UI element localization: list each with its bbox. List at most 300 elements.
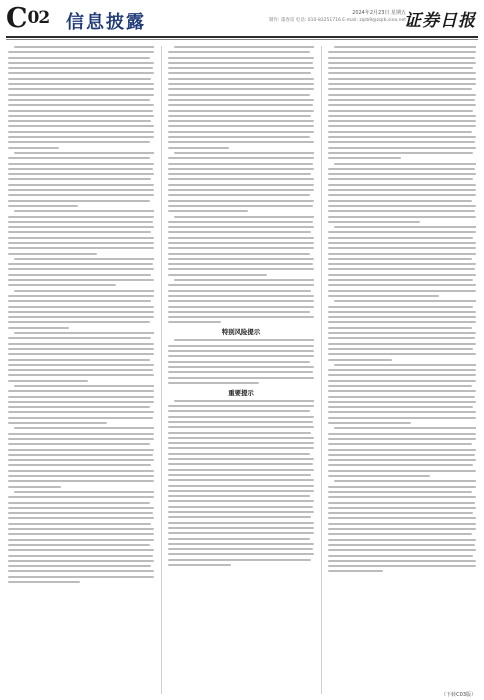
text-line: [168, 500, 314, 502]
text-line: [334, 364, 476, 366]
text-line: [8, 163, 154, 165]
text-line: [168, 300, 314, 302]
text-line: [168, 453, 310, 455]
text-line: [8, 253, 97, 255]
text-line: [168, 168, 314, 170]
text-line: [168, 62, 313, 64]
text-line: [8, 189, 154, 191]
text-line: [8, 390, 154, 392]
text-line: [168, 141, 314, 143]
text-line: [328, 422, 411, 424]
text-line: [168, 295, 314, 297]
text-line: [328, 131, 472, 133]
text-line: [328, 258, 472, 260]
text-line: [8, 104, 154, 106]
issue-date: 2024年2月23日 星期五: [352, 10, 406, 16]
text-line: [168, 495, 310, 497]
text-line: [168, 416, 314, 418]
text-line: [8, 327, 69, 329]
text-line: [168, 88, 314, 90]
text-line: [168, 426, 314, 428]
text-column-3: [328, 46, 476, 696]
text-line: [8, 200, 150, 202]
text-line: [168, 83, 314, 85]
text-line: [328, 449, 476, 451]
text-line: [168, 78, 314, 80]
text-line: [168, 284, 314, 286]
text-line: [328, 316, 476, 318]
text-line: [168, 194, 310, 196]
body-paragraph: [168, 279, 314, 323]
text-line: [174, 339, 314, 341]
text-line: [328, 390, 476, 392]
body-paragraph: [8, 152, 154, 207]
text-line: [168, 210, 248, 212]
text-line: [8, 178, 151, 180]
text-line: [334, 226, 476, 228]
section-heading: 特别风险提示: [221, 328, 261, 337]
text-line: [174, 216, 314, 218]
text-line: [168, 382, 259, 384]
text-line: [168, 311, 310, 313]
text-line: [8, 337, 151, 339]
text-line: [168, 99, 314, 101]
body-paragraph: [8, 491, 154, 583]
text-line: [168, 474, 311, 476]
text-line: [8, 316, 154, 318]
text-line: [8, 449, 154, 451]
text-line: [168, 548, 313, 550]
text-line: [8, 486, 61, 488]
text-line: [8, 380, 88, 382]
text-line: [8, 533, 154, 535]
text-line: [8, 147, 59, 149]
masthead: [0, 0, 484, 40]
text-line: [8, 168, 153, 170]
text-line: [328, 565, 476, 567]
text-line: [168, 564, 231, 566]
text-line: [168, 543, 314, 545]
text-line: [334, 427, 476, 429]
text-line: [328, 78, 476, 80]
text-line: [168, 366, 314, 368]
text-line: [328, 306, 473, 308]
text-line: [328, 464, 473, 466]
body-paragraph: [8, 290, 154, 329]
text-line: [8, 348, 154, 350]
text-line: [8, 364, 154, 366]
text-line: [168, 120, 314, 122]
text-line: [328, 549, 476, 551]
text-line: [8, 279, 154, 281]
text-line: [8, 401, 154, 403]
text-line: [168, 506, 313, 508]
text-column-1: [8, 46, 154, 696]
text-line: [168, 437, 314, 439]
column-divider: [161, 46, 162, 694]
text-line: [328, 104, 476, 106]
text-line: [8, 565, 151, 567]
text-line: [8, 300, 151, 302]
text-line: [168, 463, 313, 465]
text-line: [168, 410, 310, 412]
text-line: [168, 110, 314, 112]
text-line: [328, 157, 401, 159]
body-paragraph: [168, 216, 314, 276]
text-line: [328, 454, 475, 456]
text-line: [328, 136, 476, 138]
text-line: [8, 464, 151, 466]
text-line: [328, 247, 476, 249]
text-line: [328, 470, 476, 472]
text-line: [8, 274, 151, 276]
text-line: [328, 99, 475, 101]
text-line: [328, 369, 476, 371]
text-line: [168, 350, 314, 352]
body-paragraph: [328, 163, 476, 223]
text-line: [168, 189, 314, 191]
text-line: [328, 184, 476, 186]
text-line: [328, 570, 383, 572]
text-line: [8, 110, 153, 112]
text-line: [328, 348, 473, 350]
text-line: [8, 237, 154, 239]
text-line: [328, 284, 476, 286]
text-line: [8, 539, 154, 541]
editors-line: 制作: 董春雷 电话: 010-83251716 E-mail: zqrb9@zqrb.sina.net: [268, 18, 406, 23]
text-line: [8, 205, 78, 207]
section-title: 信息披露: [66, 12, 146, 33]
text-line: [8, 263, 153, 265]
text-line: [8, 560, 154, 562]
text-line: [168, 205, 313, 207]
text-line: [14, 152, 154, 154]
text-line: [168, 479, 314, 481]
text-line: [168, 131, 314, 133]
text-line: [8, 417, 153, 419]
body-paragraph: [168, 152, 314, 212]
text-line: [8, 507, 154, 509]
text-line: [168, 51, 310, 53]
text-line: [328, 83, 476, 85]
text-line: [328, 406, 473, 408]
text-line: [8, 57, 150, 59]
text-line: [168, 355, 314, 357]
text-line: [328, 173, 476, 175]
section-number: 02: [27, 8, 50, 28]
text-line: [168, 57, 314, 59]
text-line: [328, 189, 476, 191]
text-line: [328, 528, 476, 530]
text-line: [8, 438, 154, 440]
text-line: [334, 46, 476, 48]
text-line: [168, 242, 314, 244]
text-line: [328, 216, 476, 218]
text-line: [328, 332, 476, 334]
body-paragraph: [328, 46, 476, 159]
text-line: [174, 46, 314, 48]
text-line: [174, 400, 314, 402]
text-line: [168, 268, 314, 270]
body-paragraph: [168, 46, 314, 149]
text-line: [168, 147, 229, 149]
text-line: [328, 205, 476, 207]
text-line: [168, 125, 314, 127]
text-line: [168, 136, 310, 138]
text-line: [328, 321, 476, 323]
text-line: [328, 110, 473, 112]
column-divider: [321, 46, 322, 694]
text-line: [168, 290, 311, 292]
text-line: [328, 327, 472, 329]
text-line: [328, 443, 472, 445]
text-line: [328, 539, 476, 541]
text-line: [328, 417, 476, 419]
text-line: [328, 125, 476, 127]
text-line: [8, 221, 153, 223]
text-line: [328, 279, 473, 281]
text-line: [328, 51, 476, 53]
text-line: [328, 411, 476, 413]
text-line: [14, 210, 154, 212]
text-line: [328, 433, 476, 435]
text-line: [328, 502, 475, 504]
text-line: [8, 125, 154, 127]
text-line: [8, 173, 154, 175]
continued-note: （下转C03版）: [441, 692, 476, 698]
text-line: [8, 83, 154, 85]
text-line: [168, 553, 314, 555]
section-letter: C: [6, 3, 27, 34]
text-line: [328, 88, 472, 90]
text-line: [168, 371, 313, 373]
text-line: [168, 104, 313, 106]
text-line: [168, 274, 267, 276]
text-line: [8, 433, 154, 435]
text-line: [328, 168, 475, 170]
text-line: [328, 359, 392, 361]
body-paragraph: [168, 339, 314, 383]
body-paragraph: [328, 480, 476, 572]
text-line: [328, 401, 476, 403]
text-line: [328, 512, 473, 514]
text-line: [168, 469, 314, 471]
text-line: [328, 221, 420, 223]
text-line: [8, 343, 154, 345]
text-line: [174, 152, 314, 154]
text-line: [8, 99, 150, 101]
text-line: [328, 231, 476, 233]
text-line: [8, 396, 154, 398]
text-line: [8, 480, 154, 482]
text-line: [168, 67, 314, 69]
text-line: [168, 458, 314, 460]
text-line: [328, 380, 476, 382]
body-paragraph: [8, 385, 154, 424]
text-line: [168, 178, 314, 180]
text-line: [8, 226, 154, 228]
text-line: [328, 337, 475, 339]
newspaper-brand-logo: 证券日报: [404, 11, 476, 31]
text-line: [328, 200, 472, 202]
text-line: [8, 353, 154, 355]
text-line: [8, 194, 154, 196]
text-line: [168, 527, 314, 529]
text-line: [8, 72, 154, 74]
text-line: [8, 141, 150, 143]
body-paragraph: [328, 300, 476, 360]
text-line: [8, 51, 154, 53]
text-line: [328, 253, 476, 255]
text-line: [8, 549, 154, 551]
text-line: [14, 385, 154, 387]
text-line: [328, 343, 476, 345]
body-paragraph: [8, 210, 154, 254]
text-line: [168, 361, 310, 363]
text-line: [328, 517, 476, 519]
text-line: [328, 72, 476, 74]
text-line: [328, 152, 473, 154]
text-column-2: [168, 46, 314, 696]
text-line: [168, 377, 314, 379]
text-line: [8, 502, 150, 504]
text-line: [8, 157, 150, 159]
text-line: [8, 78, 151, 80]
text-line: [8, 443, 150, 445]
text-line: [8, 268, 154, 270]
text-line: [168, 559, 311, 561]
text-line: [174, 279, 314, 281]
text-line: [8, 359, 150, 361]
text-line: [8, 475, 154, 477]
text-line: [8, 120, 151, 122]
text-line: [168, 516, 311, 518]
text-line: [8, 459, 154, 461]
text-line: [8, 306, 154, 308]
text-line: [328, 210, 475, 212]
text-line: [168, 237, 314, 239]
text-line: [168, 532, 314, 534]
text-line: [168, 321, 221, 323]
text-line: [168, 263, 313, 265]
text-line: [168, 253, 310, 255]
text-line: [8, 131, 154, 133]
text-line: [8, 411, 154, 413]
body-paragraph: [8, 427, 154, 487]
text-line: [8, 555, 153, 557]
text-line: [14, 258, 154, 260]
text-line: [328, 178, 473, 180]
text-line: [168, 173, 311, 175]
text-line: [8, 94, 154, 96]
text-line: [14, 332, 154, 334]
text-line: [8, 115, 154, 117]
text-line: [334, 300, 476, 302]
text-line: [328, 374, 476, 376]
text-line: [328, 560, 476, 562]
section-code: [6, 3, 49, 34]
text-line: [8, 136, 154, 138]
text-line: [328, 353, 476, 355]
text-line: [328, 491, 472, 493]
text-line: [168, 231, 311, 233]
text-line: [168, 432, 311, 434]
text-line: [328, 274, 476, 276]
section-heading: 重要提示: [228, 388, 254, 397]
masthead-rule: [6, 36, 478, 38]
text-line: [334, 163, 476, 165]
text-line: [168, 522, 314, 524]
text-line: [328, 194, 476, 196]
text-line: [8, 184, 154, 186]
body-paragraph: [8, 46, 154, 149]
text-line: [328, 459, 476, 461]
body-paragraph: [328, 364, 476, 424]
text-line: [8, 67, 153, 69]
text-line: [328, 57, 475, 59]
text-line: [8, 242, 154, 244]
text-line: [8, 62, 154, 64]
text-line: [168, 226, 314, 228]
text-line: [328, 295, 439, 297]
text-line: [168, 442, 314, 444]
text-line: [328, 523, 476, 525]
text-line: [168, 316, 314, 318]
text-line: [8, 295, 154, 297]
text-line: [328, 311, 476, 313]
text-line: [8, 576, 154, 578]
text-line: [168, 115, 311, 117]
text-line: [328, 555, 473, 557]
text-line: [8, 512, 153, 514]
text-line: [8, 88, 154, 90]
text-line: [14, 491, 154, 493]
text-line: [8, 454, 153, 456]
text-line: [328, 544, 475, 546]
text-line: [328, 385, 472, 387]
text-line: [168, 405, 314, 407]
text-line: [8, 581, 80, 583]
text-line: [328, 263, 476, 265]
text-line: [328, 115, 476, 117]
text-line: [328, 438, 476, 440]
text-line: [168, 345, 314, 347]
body-paragraph: [168, 400, 314, 566]
text-line: [168, 258, 314, 260]
text-line: [168, 200, 314, 202]
text-line: [8, 470, 154, 472]
body-paragraph: [328, 427, 476, 477]
text-line: [8, 528, 154, 530]
text-line: [328, 147, 476, 149]
text-line: [168, 72, 311, 74]
text-line: [8, 570, 154, 572]
text-line: [334, 480, 476, 482]
text-line: [8, 247, 154, 249]
text-line: [8, 321, 150, 323]
body-paragraph: [8, 332, 154, 382]
text-line: [168, 485, 314, 487]
text-line: [168, 163, 313, 165]
text-line: [328, 486, 476, 488]
text-line: [168, 447, 314, 449]
text-line: [8, 216, 154, 218]
text-line: [168, 511, 314, 513]
text-line: [8, 284, 116, 286]
text-line: [8, 496, 154, 498]
text-line: [168, 538, 310, 540]
text-line: [8, 523, 151, 525]
